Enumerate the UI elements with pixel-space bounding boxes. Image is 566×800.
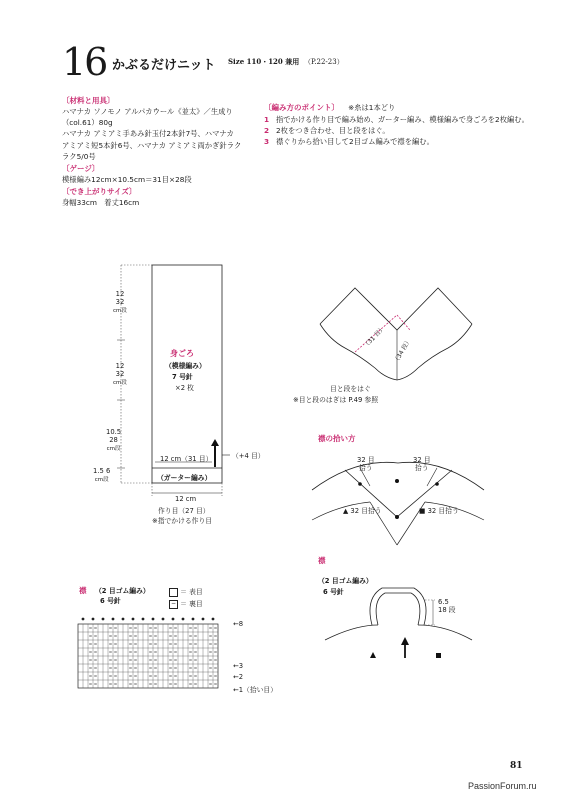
page-reference: （P.22-23） <box>304 58 344 66</box>
body-name: 身ごろ <box>170 349 194 358</box>
dim-label: 1.5 6 cm段 <box>93 467 111 483</box>
bindoff-dot <box>212 618 215 621</box>
materials-line: アミアミ短5本針6号、ハマナカ アミアミ両かぎ針ラク <box>62 140 242 150</box>
pickup-left: ▲ 32 目拾う <box>343 507 382 515</box>
pickup-right: ■ 32 目拾う <box>419 507 459 515</box>
row-marker: ←3 <box>233 662 244 670</box>
watermark: PassionForum.ru <box>468 781 537 791</box>
join-sts: （34 段） <box>392 337 413 365</box>
chart-pattern: （2 目ゴム編み） <box>95 587 150 595</box>
bindoff-dot <box>82 618 85 621</box>
bindoff-dot <box>92 618 95 621</box>
bindoff-dot <box>132 618 135 621</box>
bindoff-dot <box>172 618 175 621</box>
join-ref: ※目と段のはぎは P.49 参照 <box>293 396 379 404</box>
row-marker: ←2 <box>233 673 244 681</box>
pickup-heading: 襟の拾い方 <box>318 434 356 443</box>
dim-label: 12 32 cm段 <box>113 362 127 386</box>
pickup-b: 32 目 拾う <box>413 456 431 472</box>
dim-label: 10.5 28 cm段 <box>106 428 122 452</box>
body-count: ×2 枚 <box>175 384 194 392</box>
join-caption: 目と段をはぐ <box>330 385 371 393</box>
materials-heading: 〔材料と用具〕 <box>62 96 115 105</box>
row-marker: ←8 <box>233 620 244 628</box>
inner-width: 12 cm（31 目） <box>160 455 213 463</box>
cast-on-note: ※指でかける作り目 <box>152 517 213 525</box>
finished-heading: 〔でき上がりサイズ〕 <box>62 187 137 197</box>
step-item: 1 指でかける作り目で編み始め、ガーター編み、模様編みで身ごろを2枚編む。 <box>264 115 529 124</box>
bindoff-dot <box>112 618 115 621</box>
chart-heading: 襟 <box>79 586 87 595</box>
collar-needle: 6 号針 <box>323 588 344 596</box>
collar-pattern: （2 目ゴム編み） <box>318 577 373 585</box>
pattern-number: 16 <box>62 40 107 84</box>
materials-line: ハマナカ アミアミ手あみ針玉付2本針7号、ハマナカ <box>62 129 234 139</box>
garter-label: （ガーター編み） <box>157 474 212 482</box>
step-item: 3 襟ぐりから拾い目して2目ゴム編みで襟を編む。 <box>264 137 434 147</box>
bindoff-dot <box>102 618 105 621</box>
bindoff-dot <box>142 618 145 621</box>
width-label: 12 cm <box>175 495 197 503</box>
gauge-text: 模様編み12cm×10.5cm＝31目×28段 <box>62 175 192 185</box>
plus-stitches: （+4 目） <box>232 452 265 460</box>
materials-line: ハマナカ ソノモノ アルパカウール《並太》／生成り <box>62 107 233 116</box>
body-needle: 7 号針 <box>172 373 193 381</box>
size-info: Size 110・120 兼用 <box>228 57 300 66</box>
bindoff-dot <box>202 618 205 621</box>
dim-label: 12 32 cm段 <box>113 290 127 314</box>
legend-purl: − ＝ 裏目 <box>170 599 203 608</box>
collar-dim: 6.5 18 段 <box>438 598 456 614</box>
points-note: ※糸は1本どり <box>348 103 396 112</box>
legend-knit: ＝ 表目 <box>169 586 203 597</box>
row-marker: ←1（拾い目） <box>233 686 278 694</box>
materials-line: （col.61）80g <box>62 118 113 128</box>
pickup-a: 32 目 拾う <box>357 456 375 472</box>
finished-text: 身幅33cm 着丈16cm <box>62 198 140 208</box>
cast-on-label: 作り目（27 目） <box>158 507 210 515</box>
bindoff-dot <box>192 618 195 621</box>
bindoff-dot <box>122 618 125 621</box>
gauge-heading: 〔ゲージ〕 <box>62 164 100 174</box>
pattern-title: かぶるだけニット <box>112 58 216 73</box>
collar-heading: 襟 <box>318 556 326 565</box>
join-rows: （31 目） <box>362 324 387 350</box>
bindoff-dot <box>152 618 155 621</box>
points-heading: 〔編み方のポイント〕 <box>264 103 339 112</box>
body-pattern: （模様編み） <box>165 362 206 370</box>
page-number: 81 <box>510 761 523 771</box>
bindoff-dot <box>162 618 165 621</box>
step-item: 2 2枚をつき合わせ、目と段をはぐ。 <box>264 126 390 136</box>
materials-line: ラク5/0号 <box>62 151 96 161</box>
chart-needle: 6 号針 <box>100 597 121 605</box>
bindoff-dot <box>182 618 185 621</box>
